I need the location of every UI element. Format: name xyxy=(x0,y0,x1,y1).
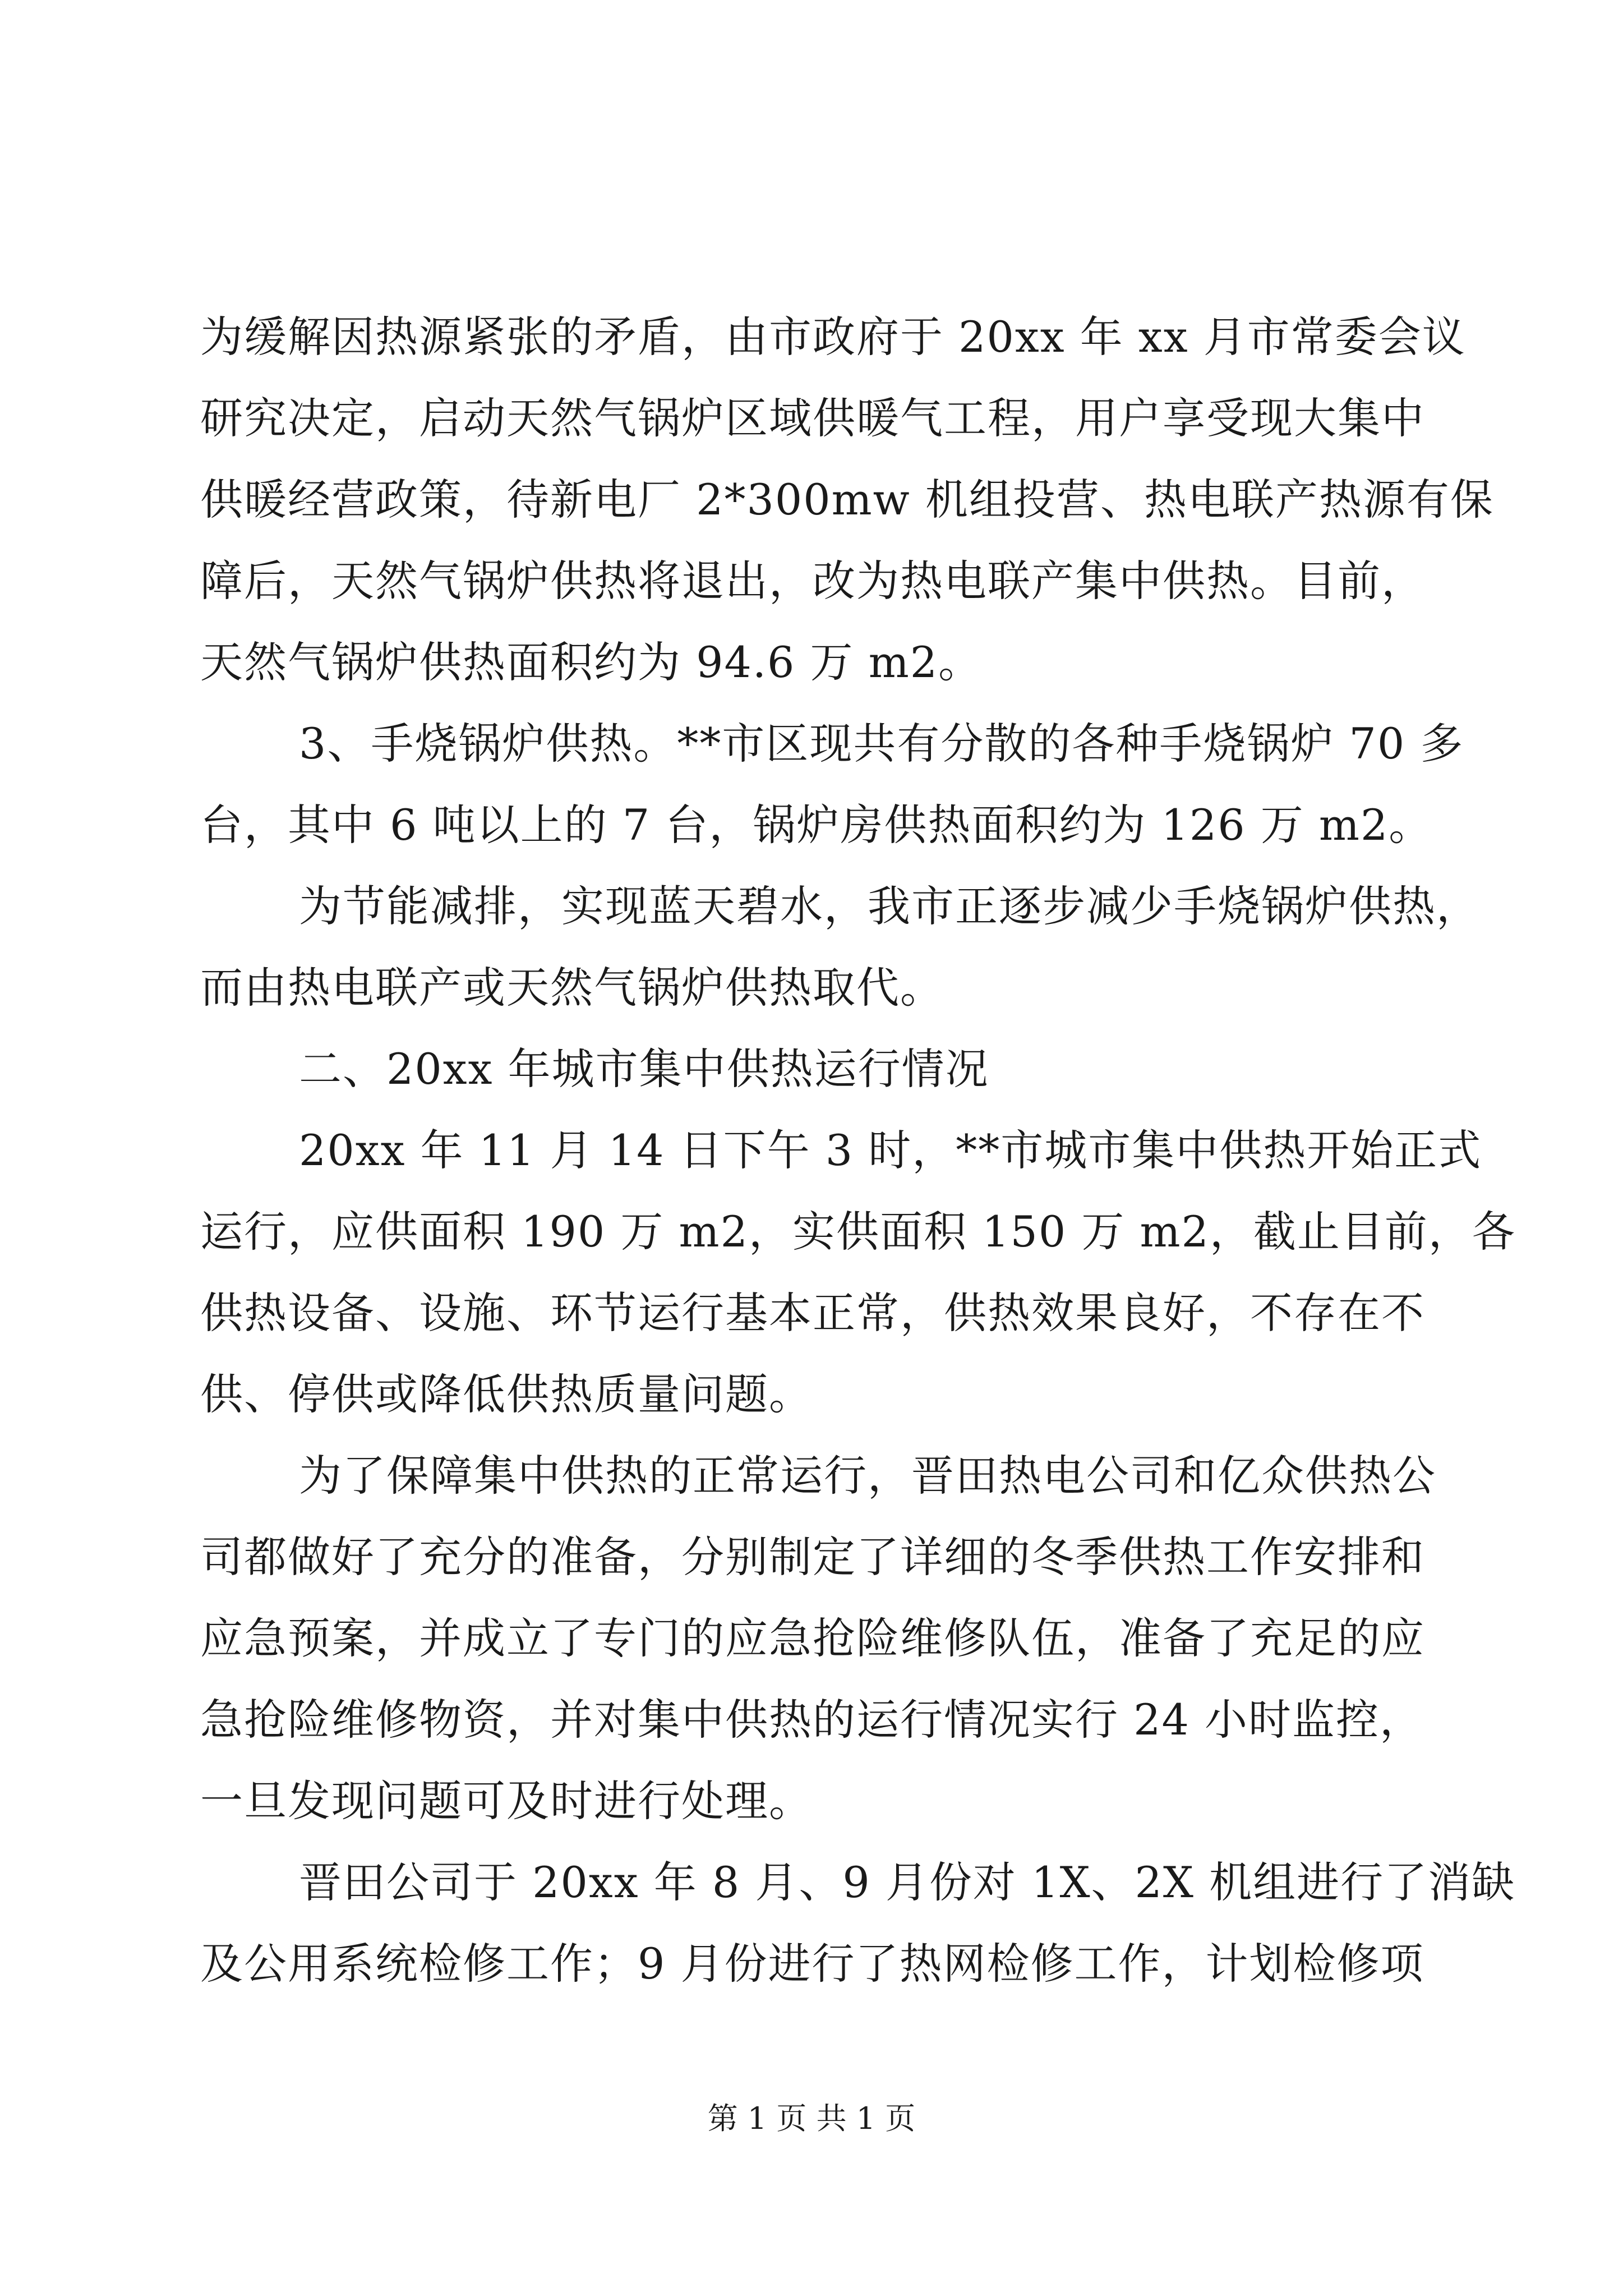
text-line-20: 晋田公司于 20xx 年 8 月、9 月份对 1X、2X 机组进行了消缺 xyxy=(299,1857,1516,1907)
text-line-4: 障后，天然气锅炉供热将退出，改为热电联产集中供热。目前， xyxy=(200,556,1425,606)
text-line-13: 供热设备、设施、环节运行基本正常，供热效果良好，不存在不 xyxy=(200,1288,1425,1338)
text-line-15: 为了保障集中供热的正常运行，晋田热电公司和亿众供热公 xyxy=(299,1451,1436,1501)
text-line-17: 应急预案，并成立了专门的应急抢险维修队伍，准备了充足的应 xyxy=(200,1613,1425,1663)
page-footer: 第 1 页 共 1 页 xyxy=(707,2101,916,2136)
text-line-16: 司都做好了充分的准备，分别制定了详细的冬季供热工作安排和 xyxy=(200,1532,1425,1582)
text-line-21: 及公用系统检修工作；9 月份进行了热网检修工作，计划检修项 xyxy=(200,1939,1424,1989)
text-line-1: 为缓解因热源紧张的矛盾，由市政府于 20xx 年 xx 月市常委会议 xyxy=(200,312,1466,362)
text-line-6: 3、手烧锅炉供热。**市区现共有分散的各种手烧锅炉 70 多 xyxy=(299,719,1464,769)
text-line-7: 台，其中 6 吨以上的 7 台，锅炉房供热面积约为 126 万 m2。 xyxy=(200,800,1433,850)
text-line-14: 供、停供或降低供热质量问题。 xyxy=(200,1369,813,1419)
text-line-8: 为节能减排，实现蓝天碧水，我市正逐步减少手烧锅炉供热， xyxy=(299,881,1480,931)
text-line-18: 急抢险维修物资，并对集中供热的运行情况实行 24 小时监控， xyxy=(200,1695,1424,1745)
text-line-11: 20xx 年 11 月 14 日下午 3 时，**市城市集中供热开始正式 xyxy=(299,1125,1482,1175)
text-line-12: 运行，应供面积 190 万 m2，实供面积 150 万 m2，截止目前，各 xyxy=(200,1207,1516,1257)
text-line-5: 天然气锅炉供热面积约为 94.6 万 m2。 xyxy=(200,637,983,687)
text-line-19: 一旦发现问题可及时进行处理。 xyxy=(200,1776,813,1826)
text-line-9: 而由热电联产或天然气锅炉供热取代。 xyxy=(200,963,944,1013)
text-line-2: 研究决定，启动天然气锅炉区域供暖气工程，用户享受现大集中 xyxy=(200,393,1425,443)
text-line-3: 供暖经营政策，待新电厂 2*300mw 机组投营、热电联产热源有保 xyxy=(200,475,1494,524)
section-heading: 二、20xx 年城市集中供热运行情况 xyxy=(299,1044,989,1094)
